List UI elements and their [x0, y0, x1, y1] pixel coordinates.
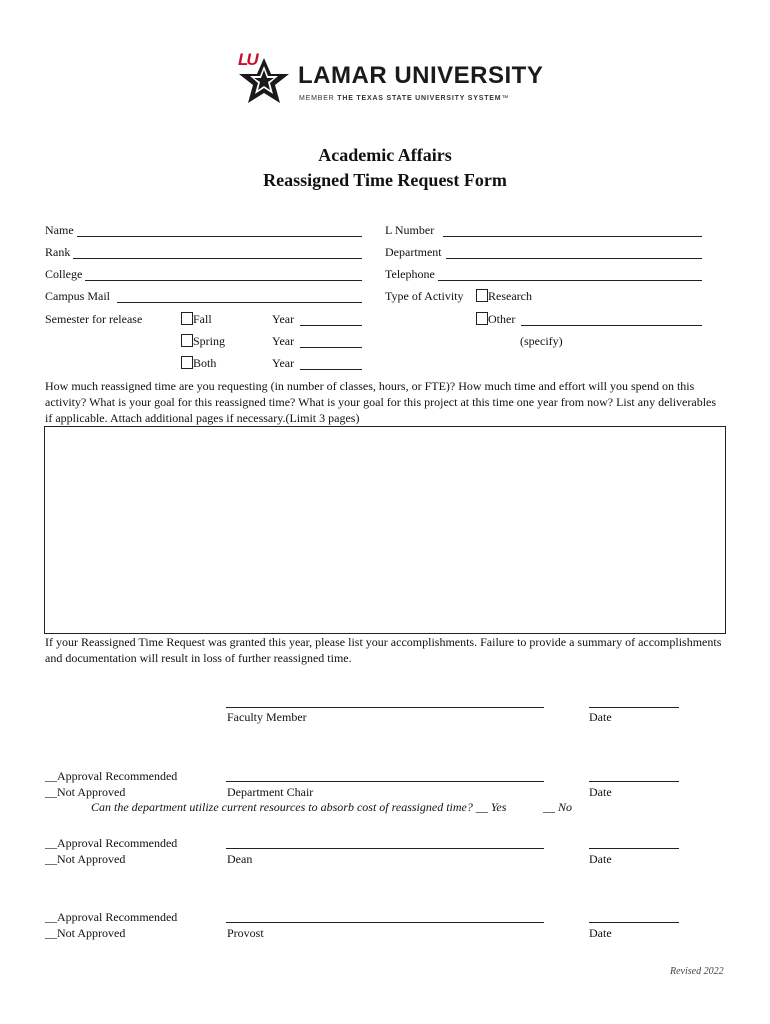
- both-label: Both: [193, 356, 217, 370]
- type-of-activity-label: Type of Activity: [385, 289, 464, 303]
- request-instructions: How much reassigned time are you requesting (in number of classes, hours, or FTE)? How much time and effort will you spend on this activity? What is your goal for this reassigned time? What is your goal for this project at this time one year from now? List any deliverables if applicable. Attach additional pages if necessary.(Limit 3 pages): [45, 379, 717, 425]
- l-number-field[interactable]: [443, 236, 702, 237]
- chair-signature-line[interactable]: [226, 781, 544, 782]
- logo-tagline: MEMBER THE TEXAS STATE UNIVERSITY SYSTEM™: [299, 95, 510, 102]
- dean-not-approved[interactable]: __Not Approved: [45, 852, 126, 866]
- campus-mail-field[interactable]: [117, 302, 362, 303]
- name-label: Name: [45, 223, 74, 237]
- other-label: Other: [488, 312, 516, 326]
- accomplishments-instructions: If your Reassigned Time Request was granted this year, please list your accomplishments. Failure to provide a summary of accomplishments and documentation will result in loss of further reassigned time.: [45, 635, 722, 665]
- fall-year-field[interactable]: [300, 325, 362, 326]
- faculty-member-label: Faculty Member: [227, 710, 307, 724]
- college-label: College: [45, 267, 83, 281]
- specify-label: (specify): [520, 334, 563, 348]
- department-label: Department: [385, 245, 442, 259]
- rank-label: Rank: [45, 245, 71, 259]
- department-chair-label: Department Chair: [227, 785, 314, 799]
- dean-date-line[interactable]: [589, 848, 679, 849]
- spring-year-label: Year: [272, 334, 295, 348]
- faculty-date-label: Date: [589, 710, 612, 724]
- logo-monogram: LU: [238, 50, 257, 69]
- both-year-label: Year: [272, 356, 295, 370]
- research-label: Research: [488, 289, 532, 303]
- department-field[interactable]: [446, 258, 702, 259]
- provost-not-approved[interactable]: __Not Approved: [45, 926, 126, 940]
- form-title-line1: Academic Affairs: [318, 145, 452, 165]
- dean-date-label: Date: [589, 852, 612, 866]
- research-checkbox[interactable]: [476, 289, 488, 302]
- request-response-box[interactable]: [44, 426, 726, 634]
- provost-date-label: Date: [589, 926, 612, 940]
- chair-not-approved[interactable]: __Not Approved: [45, 785, 126, 799]
- faculty-date-line[interactable]: [589, 707, 679, 708]
- chair-resources-no[interactable]: __ No: [543, 800, 573, 814]
- chair-date-label: Date: [589, 785, 612, 799]
- form-title-line2: Reassigned Time Request Form: [263, 170, 507, 190]
- name-field[interactable]: [77, 236, 362, 237]
- revised-note: Revised 2022: [670, 966, 724, 977]
- spring-year-field[interactable]: [300, 347, 362, 348]
- provost-signature-line[interactable]: [226, 922, 544, 923]
- fall-checkbox[interactable]: [181, 312, 193, 325]
- chair-date-line[interactable]: [589, 781, 679, 782]
- fall-label: Fall: [193, 312, 212, 326]
- dean-approval-recommended[interactable]: __Approval Recommended: [45, 836, 178, 850]
- provost-date-line[interactable]: [589, 922, 679, 923]
- fall-year-label: Year: [272, 312, 295, 326]
- provost-label: Provost: [227, 926, 264, 940]
- chair-resources-question: Can the department utilize current resources to absorb cost of reassigned time? __ Yes: [91, 800, 507, 814]
- both-checkbox[interactable]: [181, 356, 193, 369]
- logo-name: LAMAR UNIVERSITY: [298, 62, 544, 89]
- other-field[interactable]: [521, 325, 702, 326]
- telephone-field[interactable]: [438, 280, 702, 281]
- both-year-field[interactable]: [300, 369, 362, 370]
- semester-label: Semester for release: [45, 312, 143, 326]
- l-number-label: L Number: [385, 223, 435, 237]
- rank-field[interactable]: [73, 258, 362, 259]
- dean-signature-line[interactable]: [226, 848, 544, 849]
- provost-approval-recommended[interactable]: __Approval Recommended: [45, 910, 178, 924]
- faculty-signature-line[interactable]: [226, 707, 544, 708]
- telephone-label: Telephone: [385, 267, 435, 281]
- campus-mail-label: Campus Mail: [45, 289, 110, 303]
- dean-label: Dean: [227, 852, 253, 866]
- spring-label: Spring: [193, 334, 226, 348]
- other-checkbox[interactable]: [476, 312, 488, 325]
- college-field[interactable]: [85, 280, 362, 281]
- chair-approval-recommended[interactable]: __Approval Recommended: [45, 769, 178, 783]
- spring-checkbox[interactable]: [181, 334, 193, 347]
